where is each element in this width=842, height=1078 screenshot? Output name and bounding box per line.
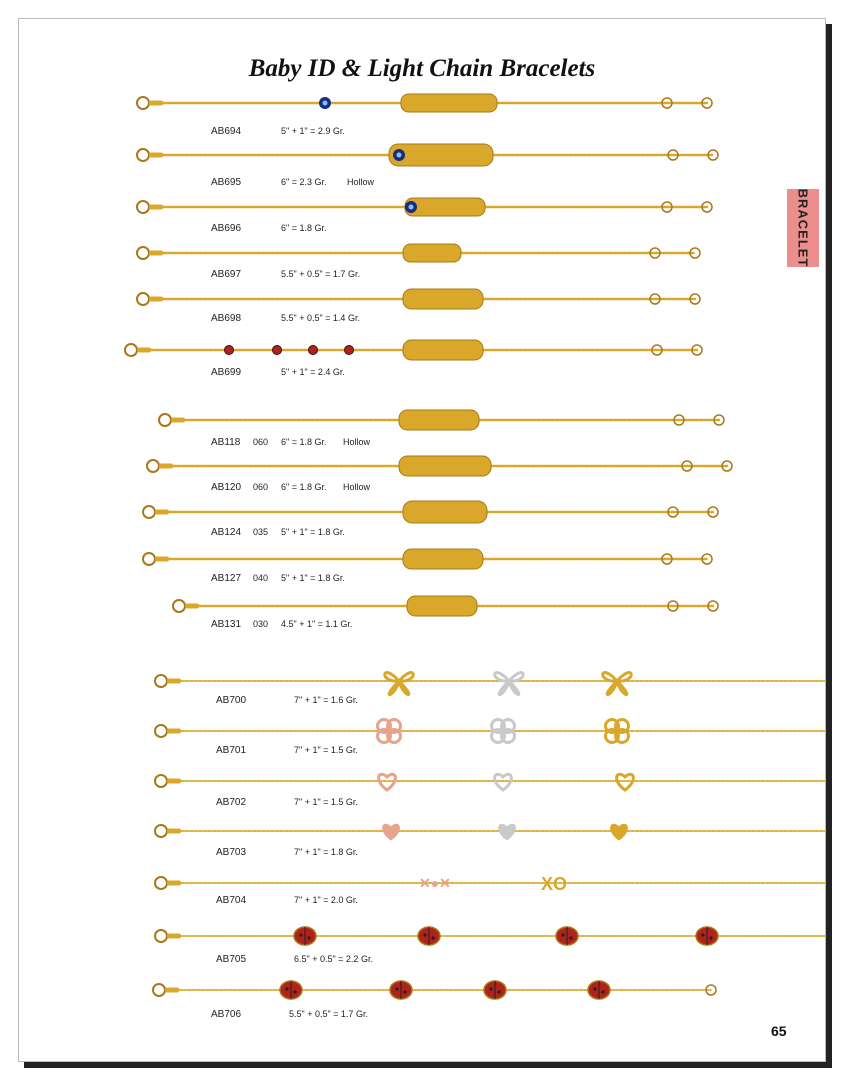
clasp-tab [159, 464, 173, 469]
ladybug-spot [423, 933, 426, 936]
product-label: AB700 7" + 1" = 1.6 Gr. [216, 695, 358, 706]
ladybug-spot [569, 936, 572, 939]
clasp-ring [155, 775, 167, 787]
product-label: AB699 5" + 1" = 2.4 Gr. [211, 367, 345, 378]
clasp-ring [137, 293, 149, 305]
clasp-ring [173, 600, 185, 612]
clasp-tab [137, 348, 151, 353]
ladybug-spot [593, 987, 596, 990]
clasp-tab [167, 829, 181, 834]
product-label: AB127 040 5" + 1" = 1.8 Gr. [211, 573, 345, 584]
clasp-tab [171, 418, 185, 423]
clasp-ring [137, 201, 149, 213]
clasp-tab [149, 297, 163, 302]
catalog-page [18, 18, 826, 1062]
product-label: AB118 060 6" = 1.8 Gr. Hollow [211, 437, 371, 448]
bracelet-illustrations [19, 19, 825, 1061]
heart-charm [611, 824, 628, 840]
ladybug-spot [293, 990, 296, 993]
clasp-ring [155, 877, 167, 889]
clasp-ring [137, 97, 149, 109]
heart-charm [383, 824, 400, 840]
product-label: AB704 7" + 1" = 2.0 Gr. [216, 895, 358, 906]
clasp-ring [147, 460, 159, 472]
clasp-tab [165, 988, 179, 993]
product-label: AB696 6" = 1.8 Gr. [211, 223, 327, 234]
clasp-ring [143, 553, 155, 565]
enamel-bead [225, 346, 234, 355]
id-plate [403, 501, 487, 523]
clasp-ring [155, 725, 167, 737]
product-label: AB705 6.5" + 0.5" = 2.2 Gr. [216, 954, 373, 965]
clasp-tab [167, 881, 181, 886]
enamel-bead [309, 346, 318, 355]
product-label: AB702 7" + 1" = 1.5 Gr. [216, 797, 358, 808]
id-plate [399, 456, 491, 476]
clasp-ring [143, 506, 155, 518]
clasp-tab [149, 101, 163, 106]
enamel-bead [273, 346, 282, 355]
xo-charm: XO [541, 874, 568, 894]
id-plate [407, 596, 477, 616]
product-label: AB706 5.5" + 0.5" = 1.7 Gr. [211, 1009, 368, 1020]
heart-charm [495, 774, 512, 790]
id-plate [399, 410, 479, 430]
xo-charm: ✕●✕ [419, 875, 451, 891]
clasp-ring [125, 344, 137, 356]
id-plate [401, 94, 497, 112]
product-label: AB124 035 5" + 1" = 1.8 Gr. [211, 527, 345, 538]
ladybug-spot [431, 936, 434, 939]
clasp-tab [167, 679, 181, 684]
clasp-ring [153, 984, 165, 996]
section-tab-label: BRACELET [795, 188, 811, 268]
butterfly-charm [603, 673, 632, 695]
id-plate [403, 244, 461, 262]
clasp-tab [155, 557, 169, 562]
product-label: AB120 060 6" = 1.8 Gr. Hollow [211, 482, 371, 493]
product-label: AB131 030 4.5" + 1" = 1.1 Gr. [211, 619, 353, 630]
clasp-ring [155, 675, 167, 687]
ladybug-spot [601, 990, 604, 993]
product-label: AB703 7" + 1" = 1.8 Gr. [216, 847, 358, 858]
heart-charm [379, 774, 396, 790]
clasp-tab [167, 934, 181, 939]
clasp-ring [137, 149, 149, 161]
clasp-tab [167, 779, 181, 784]
ladybug-spot [307, 936, 310, 939]
butterfly-charm [495, 673, 524, 695]
ladybug-spot [489, 987, 492, 990]
clasp-tab [185, 604, 199, 609]
clasp-tab [149, 251, 163, 256]
clasp-tab [149, 205, 163, 210]
product-label: AB701 7" + 1" = 1.5 Gr. [216, 745, 358, 756]
heart-charm [499, 824, 516, 840]
ladybug-spot [403, 990, 406, 993]
clasp-ring [137, 247, 149, 259]
evil-eye-center [323, 101, 328, 106]
id-plate [403, 340, 483, 360]
product-label: AB698 5.5" + 0.5" = 1.4 Gr. [211, 313, 360, 324]
clasp-ring [155, 930, 167, 942]
clasp-tab [155, 510, 169, 515]
ladybug-spot [395, 987, 398, 990]
ladybug-spot [285, 987, 288, 990]
heart-charm [617, 774, 634, 790]
clasp-ring [155, 825, 167, 837]
clasp-tab [149, 153, 163, 158]
evil-eye-center [409, 205, 414, 210]
ladybug-spot [561, 933, 564, 936]
evil-eye-center [397, 153, 402, 158]
butterfly-charm [385, 673, 414, 695]
product-label: AB697 5.5" + 0.5" = 1.7 Gr. [211, 269, 360, 280]
id-plate [403, 549, 483, 569]
id-plate [403, 289, 483, 309]
product-label: AB695 6" = 2.3 Gr. Hollow [211, 177, 375, 188]
page-number: 65 [771, 1023, 787, 1039]
ladybug-spot [701, 933, 704, 936]
ladybug-spot [299, 933, 302, 936]
enamel-bead [345, 346, 354, 355]
page-title: Baby ID & Light Chain Bracelets [248, 55, 596, 82]
clasp-ring [159, 414, 171, 426]
clasp-tab [167, 729, 181, 734]
ladybug-spot [709, 936, 712, 939]
ladybug-spot [497, 990, 500, 993]
product-label: AB694 5" + 1" = 2.9 Gr. [211, 126, 345, 137]
